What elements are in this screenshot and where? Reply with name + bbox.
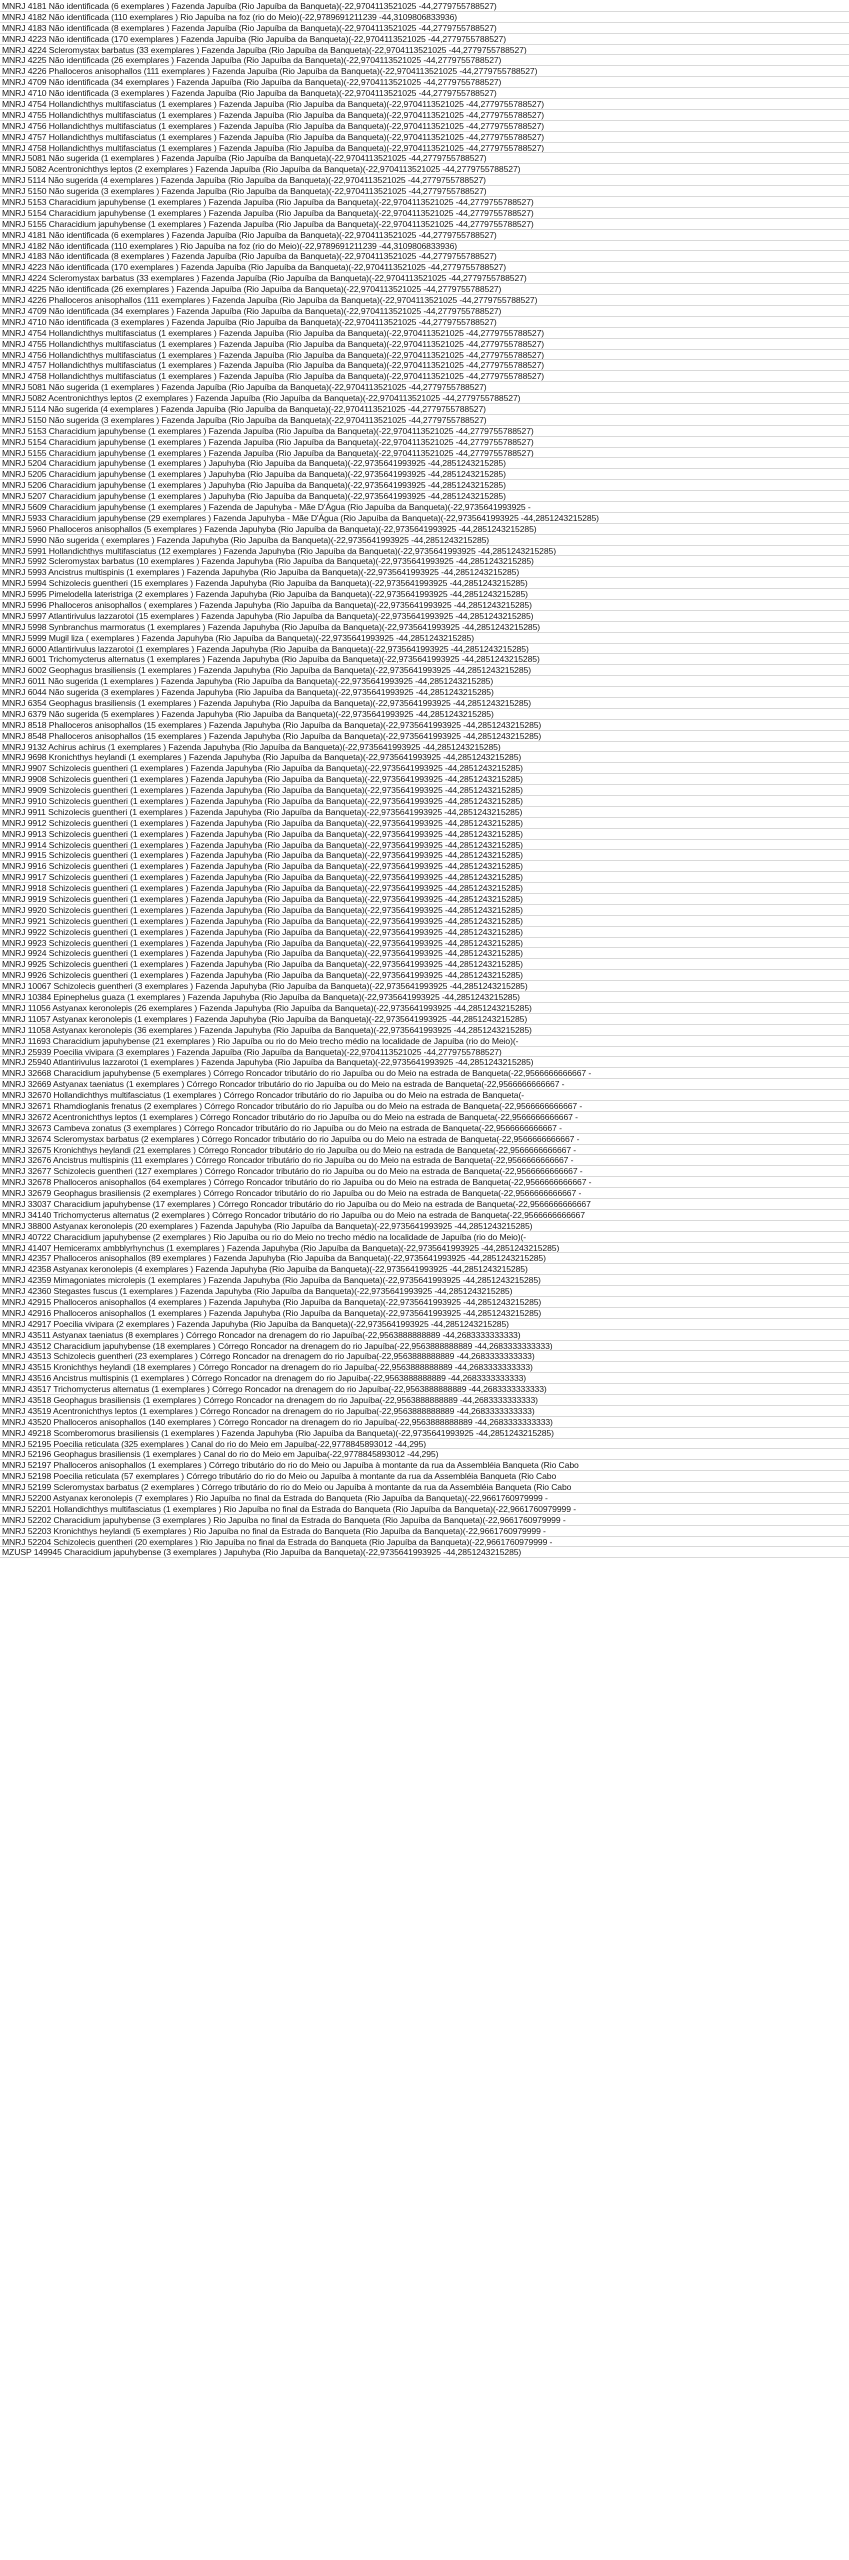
record-row: MNRJ 43517 Trichomycterus alternatus (1 exemplares ) Córrego Roncador na drenagem do rio Japuíba(-22,9563888888889 -44,2683333333333) [0, 1384, 849, 1395]
record-row: MNRJ 5114 Não sugerida (4 exemplares ) Fazenda Japuíba (Rio Japuíba da Banqueta)(-22,9704113521025 -44,2779755788527) [0, 175, 849, 186]
record-row: MNRJ 9924 Schizolecis guentheri (1 exemplares ) Fazenda Japuhyba (Rio Japuíba da Banqueta)(-22,9735641993925 -44,2851243215285) [0, 948, 849, 959]
record-row: MNRJ 5206 Characidium japuhybense (1 exemplares ) Japuhyba (Rio Japuíba da Banqueta)(-22,9735641993925 -44,2851243215285) [0, 480, 849, 491]
record-row: MNRJ 43515 Kronichthys heylandi (18 exemplares ) Córrego Roncador na drenagem do rio Japuíba(-22,9563888888889 -44,2683333333333) [0, 1362, 849, 1373]
record-row: MNRJ 4710 Não identificada (3 exemplares ) Fazenda Japuíba (Rio Japuíba da Banqueta)(-22,9704113521025 -44,2779755788527) [0, 317, 849, 328]
record-row: MNRJ 43518 Geophagus brasiliensis (1 exemplares ) Córrego Roncador na drenagem do rio Japuíba(-22,9563888888889 -44,2683333333333) [0, 1395, 849, 1406]
record-row: MNRJ 40722 Characidium japuhybense (2 exemplares ) Rio Japuíba ou rio do Meio no trecho médio na localidade de Japuíba (rio do Meio)(- [0, 1232, 849, 1243]
record-row: MNRJ 4183 Não identificada (8 exemplares ) Fazenda Japuíba (Rio Japuíba da Banqueta)(-22,9704113521025 -44,2779755788527) [0, 23, 849, 34]
record-row: MNRJ 6000 Atlantirivulus lazzarotoi (1 exemplares ) Fazenda Japuhyba (Rio Japuíba da Banqueta)(-22,9735641993925 -44,2851243215285) [0, 644, 849, 655]
record-row: MNRJ 9923 Schizolecis guentheri (1 exemplares ) Fazenda Japuhyba (Rio Japuíba da Banqueta)(-22,9735641993925 -44,2851243215285) [0, 938, 849, 949]
record-row: MNRJ 42917 Poecilia vivipara (2 exemplares ) Fazenda Japuhyba (Rio Japuíba da Banqueta)(-22,9735641993925 -44,2851243215285) [0, 1319, 849, 1330]
record-row: MNRJ 43513 Schizolecis guentheri (23 exemplares ) Córrego Roncador na drenagem do rio Japuíba(-22,9563888888889 -44,2683333333333) [0, 1351, 849, 1362]
record-row: MNRJ 5153 Characidium japuhybense (1 exemplares ) Fazenda Japuíba (Rio Japuíba da Banqueta)(-22,9704113521025 -44,2779755788527) [0, 197, 849, 208]
record-row: MNRJ 4223 Não identificada (170 exemplares ) Fazenda Japuíba (Rio Japuíba da Banqueta)(-22,9704113521025 -44,2779755788527) [0, 262, 849, 273]
record-row: MNRJ 33037 Characidium japuhybense (17 exemplares ) Córrego Roncador tributário do rio Japuíba ou do Meio na estrada de Banqueta(-22,9566666666667 [0, 1199, 849, 1210]
record-row: MNRJ 9915 Schizolecis guentheri (1 exemplares ) Fazenda Japuhyba (Rio Japuíba da Banqueta)(-22,9735641993925 -44,2851243215285) [0, 850, 849, 861]
record-row: MNRJ 5991 Hollandichthys multifasciatus (12 exemplares ) Fazenda Japuhyba (Rio Japuíba da Banqueta)(-22,9735641993925 -44,2851243215285) [0, 546, 849, 557]
record-row: MNRJ 4709 Não identificada (34 exemplares ) Fazenda Japuíba (Rio Japuíba da Banqueta)(-22,9704113521025 -44,2779755788527) [0, 306, 849, 317]
record-row: MNRJ 6044 Não sugerida (3 exemplares ) Fazenda Japuhyba (Rio Japuíba da Banqueta)(-22,9735641993925 -44,2851243215285) [0, 687, 849, 698]
record-row: MNRJ 41407 Hemiceramx ambblyrhynchus (1 exemplares ) Fazenda Japuhyba (Rio Japuíba da Banqueta)(-22,9735641993925 -44,2851243215285) [0, 1243, 849, 1254]
record-row: MNRJ 32671 Rhamdioglanis frenatus (2 exemplares ) Córrego Roncador tributário do rio Japuíba ou do Meio na estrada de Banqueta(-22,9566666666667 - [0, 1101, 849, 1112]
record-row: MNRJ 34140 Trichomycterus alternatus (2 exemplares ) Córrego Roncador tributário do rio Japuíba ou do Meio na estrada de Banqueta(-22,9566666666667 [0, 1210, 849, 1221]
record-row: MNRJ 6001 Trichomycterus alternatus (1 exemplares ) Fazenda Japuhyba (Rio Japuíba da Banqueta)(-22,9735641993925 -44,2851243215285) [0, 654, 849, 665]
record-row: MNRJ 5994 Schizolecis guentheri (15 exemplares ) Fazenda Japuhyba (Rio Japuíba da Banqueta)(-22,9735641993925 -44,2851243215285) [0, 578, 849, 589]
record-row: MNRJ 6379 Não sugerida (5 exemplares ) Fazenda Japuhyba (Rio Japuíba da Banqueta)(-22,9735641993925 -44,2851243215285) [0, 709, 849, 720]
record-row: MNRJ 9909 Schizolecis guentheri (1 exemplares ) Fazenda Japuhyba (Rio Japuíba da Banqueta)(-22,9735641993925 -44,2851243215285) [0, 785, 849, 796]
record-row: MNRJ 5081 Não sugerida (1 exemplares ) Fazenda Japuíba (Rio Japuíba da Banqueta)(-22,9704113521025 -44,2779755788527) [0, 153, 849, 164]
record-row: MNRJ 52195 Poecilia reticulata (325 exemplares ) Canal do rio do Meio em Japuíba(-22,9778845893012 -44,295) [0, 1439, 849, 1450]
record-row: MNRJ 25939 Poecilia vivipara (3 exemplares ) Fazenda Japuíba (Rio Japuíba da Banqueta)(-22,9704113521025 -44,2779755788527) [0, 1047, 849, 1058]
record-row: MNRJ 6002 Geophagus brasiliensis (1 exemplares ) Fazenda Japuhyba (Rio Japuíba da Banqueta)(-22,9735641993925 -44,2851243215285) [0, 665, 849, 676]
record-row: MNRJ 42357 Phalloceros anisophallos (89 exemplares ) Fazenda Japuhyba (Rio Japuíba da Banqueta)(-22,9735641993925 -44,2851243215285) [0, 1253, 849, 1264]
record-row: MNRJ 4181 Não identificada (6 exemplares ) Fazenda Japuíba (Rio Japuíba da Banqueta)(-22,9704113521025 -44,2779755788527) [0, 1, 849, 12]
record-row: MNRJ 32679 Geophagus brasiliensis (2 exemplares ) Córrego Roncador tributário do rio Japuíba ou do Meio na estrada de Banqueta(-22,9566666666667 - [0, 1188, 849, 1199]
record-row: MNRJ 5155 Characidium japuhybense (1 exemplares ) Fazenda Japuíba (Rio Japuíba da Banqueta)(-22,9704113521025 -44,2779755788527) [0, 219, 849, 230]
record-row: MNRJ 4756 Hollandichthys multifasciatus (1 exemplares ) Fazenda Japuíba (Rio Japuíba da Banqueta)(-22,9704113521025 -44,2779755788527) [0, 121, 849, 132]
record-row: MNRJ 49218 Scomberomorus brasiliensis (1 exemplares ) Fazenda Japuhyba (Rio Japuíba da Banqueta)(-22,9735641993925 -44,2851243215285) [0, 1428, 849, 1439]
record-row: MNRJ 5992 Scleromystax barbatus (10 exemplares ) Fazenda Japuhyba (Rio Japuíba da Banqueta)(-22,9735641993925 -44,2851243215285) [0, 556, 849, 567]
record-row: MNRJ 5990 Não sugerida ( exemplares ) Fazenda Japuhyba (Rio Japuíba da Banqueta)(-22,9735641993925 -44,2851243215285) [0, 535, 849, 546]
record-row: MNRJ 52201 Hollandichthys multifasciatus (1 exemplares ) Rio Japuíba no final da Estrada do Banqueta (Rio Japuíba da Banqueta)(-22,9661760979999 - [0, 1504, 849, 1515]
record-row: MNRJ 32668 Characidium japuhybense (5 exemplares ) Córrego Roncador tributário do rio Japuíba ou do Meio na estrada de Banqueta(-22,9566666666667 - [0, 1068, 849, 1079]
record-row: MNRJ 6011 Não sugerida (1 exemplares ) Fazenda Japuhyba (Rio Japuíba da Banqueta)(-22,9735641993925 -44,2851243215285) [0, 676, 849, 687]
record-row: MNRJ 5996 Phalloceros anisophallos ( exemplares ) Fazenda Japuhyba (Rio Japuíba da Banqueta)(-22,9735641993925 -44,2851243215285) [0, 600, 849, 611]
record-row: MNRJ 4223 Não identificada (170 exemplares ) Fazenda Japuíba (Rio Japuíba da Banqueta)(-22,9704113521025 -44,2779755788527) [0, 34, 849, 45]
record-row: MNRJ 4758 Hollandichthys multifasciatus (1 exemplares ) Fazenda Japuíba (Rio Japuíba da Banqueta)(-22,9704113521025 -44,2779755788527) [0, 371, 849, 382]
record-row: MNRJ 8548 Phalloceros anisophallos (15 exemplares ) Fazenda Japuhyba (Rio Japuíba da Banqueta)(-22,9735641993925 -44,2851243215285) [0, 731, 849, 742]
record-row: MNRJ 32672 Acentronichthys leptos (1 exemplares ) Córrego Roncador tributário do rio Japuíba ou do Meio na estrada de Banqueta(-22,9566666666667 - [0, 1112, 849, 1123]
record-row: MNRJ 10384 Epinephelus guaza (1 exemplares ) Fazenda Japuhyba (Rio Japuíba da Banqueta)(-22,9735641993925 -44,2851243215285) [0, 992, 849, 1003]
record-row: MNRJ 5082 Acentronichthys leptos (2 exemplares ) Fazenda Japuíba (Rio Japuíba da Banqueta)(-22,9704113521025 -44,2779755788527) [0, 164, 849, 175]
record-row: MNRJ 11057 Astyanax keronolepis (1 exemplares ) Fazenda Japuhyba (Rio Japuíba da Banqueta)(-22,9735641993925 -44,2851243215285) [0, 1014, 849, 1025]
record-row: MNRJ 5933 Characidium japuhybense (29 exemplares ) Fazenda Japuhyba - Mãe D'Água (Rio Japuíba da Banqueta)(-22,9735641993925 -44,2851243215285) [0, 513, 849, 524]
record-row: MNRJ 9913 Schizolecis guentheri (1 exemplares ) Fazenda Japuhyba (Rio Japuíba da Banqueta)(-22,9735641993925 -44,2851243215285) [0, 829, 849, 840]
record-row: MNRJ 9921 Schizolecis guentheri (1 exemplares ) Fazenda Japuhyba (Rio Japuíba da Banqueta)(-22,9735641993925 -44,2851243215285) [0, 916, 849, 927]
record-row: MNRJ 43516 Ancistrus multispinis (1 exemplares ) Córrego Roncador na drenagem do rio Japuíba(-22,9563888888889 -44,2683333333333) [0, 1373, 849, 1384]
record-row: MNRJ 4754 Hollandichthys multifasciatus (1 exemplares ) Fazenda Japuíba (Rio Japuíba da Banqueta)(-22,9704113521025 -44,2779755788527) [0, 99, 849, 110]
record-row: MNRJ 32678 Phalloceros anisophallos (64 exemplares ) Córrego Roncador tributário do rio Japuíba ou do Meio na estrada de Banqueta(-22,9566666666667 - [0, 1177, 849, 1188]
record-row: MNRJ 32673 Cambeva zonatus (3 exemplares ) Córrego Roncador tributário do rio Japuíba ou do Meio na estrada de Banqueta(-22,9566666666667 - [0, 1123, 849, 1134]
record-row: MNRJ 5204 Characidium japuhybense (1 exemplares ) Japuhyba (Rio Japuíba da Banqueta)(-22,9735641993925 -44,2851243215285) [0, 458, 849, 469]
record-row: MNRJ 5081 Não sugerida (1 exemplares ) Fazenda Japuíba (Rio Japuíba da Banqueta)(-22,9704113521025 -44,2779755788527) [0, 382, 849, 393]
record-row: MNRJ 4183 Não identificada (8 exemplares ) Fazenda Japuíba (Rio Japuíba da Banqueta)(-22,9704113521025 -44,2779755788527) [0, 251, 849, 262]
record-row: MNRJ 9907 Schizolecis guentheri (1 exemplares ) Fazenda Japuhyba (Rio Japuíba da Banqueta)(-22,9735641993925 -44,2851243215285) [0, 763, 849, 774]
record-row: MNRJ 5155 Characidium japuhybense (1 exemplares ) Fazenda Japuíba (Rio Japuíba da Banqueta)(-22,9704113521025 -44,2779755788527) [0, 448, 849, 459]
record-row: MNRJ 5154 Characidium japuhybense (1 exemplares ) Fazenda Japuíba (Rio Japuíba da Banqueta)(-22,9704113521025 -44,2779755788527) [0, 437, 849, 448]
record-row: MNRJ 4182 Não identificada (110 exemplares ) Rio Japuíba na foz (rio do Meio)(-22,9789691211239 -44,3109806833936) [0, 12, 849, 23]
record-row: MNRJ 42915 Phalloceros anisophallos (4 exemplares ) Fazenda Japuhyba (Rio Japuíba da Banqueta)(-22,9735641993925 -44,2851243215285) [0, 1297, 849, 1308]
record-row: MNRJ 52200 Astyanax keronolepis (7 exemplares ) Rio Japuíba no final da Estrada do Banqueta (Rio Japuíba da Banqueta)(-22,9661760979999 - [0, 1493, 849, 1504]
record-row: MNRJ 5998 Synbranchus marmoratus (1 exemplares ) Fazenda Japuhyba (Rio Japuíba da Banqueta)(-22,9735641993925 -44,2851243215285) [0, 622, 849, 633]
record-row: MNRJ 5995 Pimelodella lateristriga (2 exemplares ) Fazenda Japuhyba (Rio Japuíba da Banqueta)(-22,9735641993925 -44,2851243215285) [0, 589, 849, 600]
record-row: MNRJ 4758 Hollandichthys multifasciatus (1 exemplares ) Fazenda Japuíba (Rio Japuíba da Banqueta)(-22,9704113521025 -44,2779755788527) [0, 143, 849, 154]
record-row: MNRJ 5154 Characidium japuhybense (1 exemplares ) Fazenda Japuíba (Rio Japuíba da Banqueta)(-22,9704113521025 -44,2779755788527) [0, 208, 849, 219]
record-row: MNRJ 5205 Characidium japuhybense (1 exemplares ) Japuhyba (Rio Japuíba da Banqueta)(-22,9735641993925 -44,2851243215285) [0, 469, 849, 480]
record-row: MNRJ 32670 Hollandichthys multifasciatus (1 exemplares ) Córrego Roncador tributário do rio Japuíba ou do Meio na estrada de Banqueta(- [0, 1090, 849, 1101]
record-row: MNRJ 11056 Astyanax keronolepis (26 exemplares ) Fazenda Japuhyba (Rio Japuíba da Banqueta)(-22,9735641993925 -44,2851243215285) [0, 1003, 849, 1014]
record-row: MNRJ 9914 Schizolecis guentheri (1 exemplares ) Fazenda Japuhyba (Rio Japuíba da Banqueta)(-22,9735641993925 -44,2851243215285) [0, 840, 849, 851]
record-row: MNRJ 32676 Ancistrus multispinis (11 exemplares ) Córrego Roncador tributário do rio Japuíba ou do Meio na estrada de Banqueta(-22,9566666666667 - [0, 1155, 849, 1166]
record-row: MNRJ 52199 Scleromystax barbatus (2 exemplares ) Córrego tributário do rio do Meio ou Japuíba à montante da rua da Assembléia Banqueta (Rio Cabo [0, 1482, 849, 1493]
record-row: MNRJ 42359 Mimagoniates microlepis (1 exemplares ) Fazenda Japuhyba (Rio Japuíba da Banqueta)(-22,9735641993925 -44,2851243215285) [0, 1275, 849, 1286]
record-row: MNRJ 52202 Characidium japuhybense (3 exemplares ) Rio Japuíba no final da Estrada do Banqueta (Rio Japuíba da Banqueta)(-22,9661760979999 - [0, 1515, 849, 1526]
record-row: MNRJ 4757 Hollandichthys multifasciatus (1 exemplares ) Fazenda Japuíba (Rio Japuíba da Banqueta)(-22,9704113521025 -44,2779755788527) [0, 132, 849, 143]
record-row: MNRJ 4226 Phalloceros anisophallos (111 exemplares ) Fazenda Japuíba (Rio Japuíba da Banqueta)(-22,9704113521025 -44,2779755788527) [0, 295, 849, 306]
record-row: MNRJ 5114 Não sugerida (4 exemplares ) Fazenda Japuíba (Rio Japuíba da Banqueta)(-22,9704113521025 -44,2779755788527) [0, 404, 849, 415]
record-row: MNRJ 43520 Phalloceros anisophallos (140 exemplares ) Córrego Roncador na drenagem do rio Japuíba(-22,9563888888889 -44,2683333333333) [0, 1417, 849, 1428]
record-row: MNRJ 9917 Schizolecis guentheri (1 exemplares ) Fazenda Japuhyba (Rio Japuíba da Banqueta)(-22,9735641993925 -44,2851243215285) [0, 872, 849, 883]
record-row: MZUSP 149945 Characidium japuhybense (3 exemplares ) Japuhyba (Rio Japuíba da Banqueta)(-22,9735641993925 -44,2851243215285) [0, 1547, 849, 1558]
record-row: MNRJ 4226 Phalloceros anisophallos (111 exemplares ) Fazenda Japuíba (Rio Japuíba da Banqueta)(-22,9704113521025 -44,2779755788527) [0, 66, 849, 77]
record-row: MNRJ 5997 Atlantirivulus lazzarotoi (15 exemplares ) Fazenda Japuhyba (Rio Japuíba da Banqueta)(-22,9735641993925 -44,2851243215285) [0, 611, 849, 622]
record-row: MNRJ 43511 Astyanax taeniatus (8 exemplares ) Córrego Roncador na drenagem do rio Japuíba(-22,9563888888889 -44,2683333333333) [0, 1330, 849, 1341]
record-row: MNRJ 52204 Schizolecis guentheri (20 exemplares ) Rio Japuíba no final da Estrada do Banqueta (Rio Japuíba da Banqueta)(-22,9661760979999 - [0, 1537, 849, 1548]
record-row: MNRJ 8518 Phalloceros anisophallos (15 exemplares ) Fazenda Japuhyba (Rio Japuíba da Banqueta)(-22,9735641993925 -44,2851243215285) [0, 720, 849, 731]
record-row: MNRJ 9922 Schizolecis guentheri (1 exemplares ) Fazenda Japuhyba (Rio Japuíba da Banqueta)(-22,9735641993925 -44,2851243215285) [0, 927, 849, 938]
record-row: MNRJ 9698 Kronichthys heylandi (1 exemplares ) Fazenda Japuhyba (Rio Japuíba da Banqueta)(-22,9735641993925 -44,2851243215285) [0, 752, 849, 763]
record-row: MNRJ 10067 Schizolecis guentheri (3 exemplares ) Fazenda Japuhyba (Rio Japuíba da Banqueta)(-22,9735641993925 -44,2851243215285) [0, 981, 849, 992]
record-row: MNRJ 5153 Characidium japuhybense (1 exemplares ) Fazenda Japuíba (Rio Japuíba da Banqueta)(-22,9704113521025 -44,2779755788527) [0, 426, 849, 437]
record-row: MNRJ 5150 Não sugerida (3 exemplares ) Fazenda Japuíba (Rio Japuíba da Banqueta)(-22,9704113521025 -44,2779755788527) [0, 186, 849, 197]
record-row: MNRJ 4224 Scleromystax barbatus (33 exemplares ) Fazenda Japuíba (Rio Japuíba da Banqueta)(-22,9704113521025 -44,2779755788527) [0, 45, 849, 56]
record-row: MNRJ 32674 Scleromystax barbatus (2 exemplares ) Córrego Roncador tributário do rio Japuíba ou do Meio na estrada de Banqueta(-22,9566666666667 - [0, 1134, 849, 1145]
record-row: MNRJ 52196 Geophagus brasiliensis (1 exemplares ) Canal do rio do Meio em Japuíba(-22,9778845893012 -44,295) [0, 1449, 849, 1460]
record-row: MNRJ 9920 Schizolecis guentheri (1 exemplares ) Fazenda Japuhyba (Rio Japuíba da Banqueta)(-22,9735641993925 -44,2851243215285) [0, 905, 849, 916]
record-row: MNRJ 9916 Schizolecis guentheri (1 exemplares ) Fazenda Japuhyba (Rio Japuíba da Banqueta)(-22,9735641993925 -44,2851243215285) [0, 861, 849, 872]
record-row: MNRJ 9132 Achirus achirus (1 exemplares ) Fazenda Japuhyba (Rio Japuíba da Banqueta)(-22,9735641993925 -44,2851243215285) [0, 742, 849, 753]
record-row: MNRJ 4755 Hollandichthys multifasciatus (1 exemplares ) Fazenda Japuíba (Rio Japuíba da Banqueta)(-22,9704113521025 -44,2779755788527) [0, 339, 849, 350]
record-row: MNRJ 4755 Hollandichthys multifasciatus (1 exemplares ) Fazenda Japuíba (Rio Japuíba da Banqueta)(-22,9704113521025 -44,2779755788527) [0, 110, 849, 121]
record-row: MNRJ 9918 Schizolecis guentheri (1 exemplares ) Fazenda Japuhyba (Rio Japuíba da Banqueta)(-22,9735641993925 -44,2851243215285) [0, 883, 849, 894]
record-row: MNRJ 42358 Astyanax keronolepis (4 exemplares ) Fazenda Japuhyba (Rio Japuíba da Banqueta)(-22,9735641993925 -44,2851243215285) [0, 1264, 849, 1275]
record-row: MNRJ 9911 Schizolecis guentheri (1 exemplares ) Fazenda Japuhyba (Rio Japuíba da Banqueta)(-22,9735641993925 -44,2851243215285) [0, 807, 849, 818]
record-row: MNRJ 4709 Não identificada (34 exemplares ) Fazenda Japuíba (Rio Japuíba da Banqueta)(-22,9704113521025 -44,2779755788527) [0, 77, 849, 88]
record-row: MNRJ 4181 Não identificada (6 exemplares ) Fazenda Japuíba (Rio Japuíba da Banqueta)(-22,9704113521025 -44,2779755788527) [0, 230, 849, 241]
record-row: MNRJ 42916 Phalloceros anisophallos (1 exemplares ) Fazenda Japuhyba (Rio Japuíba da Banqueta)(-22,9735641993925 -44,2851243215285) [0, 1308, 849, 1319]
record-row: MNRJ 32675 Kronichthys heylandi (21 exemplares ) Córrego Roncador tributário do rio Japuíba ou do Meio na estrada de Banqueta(-22,9566666666667 - [0, 1145, 849, 1156]
record-row: MNRJ 4757 Hollandichthys multifasciatus (1 exemplares ) Fazenda Japuíba (Rio Japuíba da Banqueta)(-22,9704113521025 -44,2779755788527) [0, 360, 849, 371]
record-row: MNRJ 52197 Phalloceros anisophallos (1 exemplares ) Córrego tributário do rio do Meio ou Japuíba à montante da rua da Assembléia Banqueta (Rio Cabo [0, 1460, 849, 1471]
record-row: MNRJ 9908 Schizolecis guentheri (1 exemplares ) Fazenda Japuhyba (Rio Japuíba da Banqueta)(-22,9735641993925 -44,2851243215285) [0, 774, 849, 785]
record-row: MNRJ 9925 Schizolecis guentheri (1 exemplares ) Fazenda Japuhyba (Rio Japuíba da Banqueta)(-22,9735641993925 -44,2851243215285) [0, 959, 849, 970]
record-row: MNRJ 4182 Não identificada (110 exemplares ) Rio Japuíba na foz (rio do Meio)(-22,9789691211239 -44,3109806833936) [0, 241, 849, 252]
record-row: MNRJ 43512 Characidium japuhybense (18 exemplares ) Córrego Roncador na drenagem do rio Japuíba(-22,9563888888889 -44,2683333333333) [0, 1341, 849, 1352]
record-row: MNRJ 4225 Não identificada (26 exemplares ) Fazenda Japuíba (Rio Japuíba da Banqueta)(-22,9704113521025 -44,2779755788527) [0, 284, 849, 295]
record-row: MNRJ 4754 Hollandichthys multifasciatus (1 exemplares ) Fazenda Japuíba (Rio Japuíba da Banqueta)(-22,9704113521025 -44,2779755788527) [0, 328, 849, 339]
record-row: MNRJ 52198 Poecilia reticulata (57 exemplares ) Córrego tributário do rio do Meio ou Japuíba à montante da rua da Assembléia Banqueta (Rio Cabo [0, 1471, 849, 1482]
record-row: MNRJ 4225 Não identificada (26 exemplares ) Fazenda Japuíba (Rio Japuíba da Banqueta)(-22,9704113521025 -44,2779755788527) [0, 55, 849, 66]
record-row: MNRJ 5150 Não sugerida (3 exemplares ) Fazenda Japuíba (Rio Japuíba da Banqueta)(-22,9704113521025 -44,2779755788527) [0, 415, 849, 426]
record-row: MNRJ 4756 Hollandichthys multifasciatus (1 exemplares ) Fazenda Japuíba (Rio Japuíba da Banqueta)(-22,9704113521025 -44,2779755788527) [0, 350, 849, 361]
record-row: MNRJ 5207 Characidium japuhybense (1 exemplares ) Japuhyba (Rio Japuíba da Banqueta)(-22,9735641993925 -44,2851243215285) [0, 491, 849, 502]
record-row: MNRJ 11058 Astyanax keronolepis (36 exemplares ) Fazenda Japuhyba (Rio Japuíba da Banqueta)(-22,9735641993925 -44,2851243215285) [0, 1025, 849, 1036]
record-row: MNRJ 5609 Characidium japuhybense (1 exemplares ) Fazenda de Japuhyba - Mãe D'Água (Rio Japuíba da Banqueta)(-22,9735641993925 - [0, 502, 849, 513]
record-row: MNRJ 5960 Phalloceros anisophallos (5 exemplares ) Fazenda Japuhyba (Rio Japuíba da Banqueta)(-22,9735641993925 -44,2851243215285) [0, 524, 849, 535]
record-row: MNRJ 38800 Astyanax keronolepis (20 exemplares ) Fazenda Japuhyba (Rio Japuíba da Banqueta)(-22,9735641993925 -44,2851243215285) [0, 1221, 849, 1232]
record-row: MNRJ 6354 Geophagus brasiliensis (1 exemplares ) Fazenda Japuhyba (Rio Japuíba da Banqueta)(-22,9735641993925 -44,2851243215285) [0, 698, 849, 709]
record-row: MNRJ 9926 Schizolecis guentheri (1 exemplares ) Fazenda Japuhyba (Rio Japuíba da Banqueta)(-22,9735641993925 -44,2851243215285) [0, 970, 849, 981]
record-row: MNRJ 4710 Não identificada (3 exemplares ) Fazenda Japuíba (Rio Japuíba da Banqueta)(-22,9704113521025 -44,2779755788527) [0, 88, 849, 99]
record-row: MNRJ 9919 Schizolecis guentheri (1 exemplares ) Fazenda Japuhyba (Rio Japuíba da Banqueta)(-22,9735641993925 -44,2851243215285) [0, 894, 849, 905]
record-row: MNRJ 5993 Ancistrus multispinis (1 exemplares ) Fazenda Japuhyba (Rio Japuíba da Banqueta)(-22,9735641993925 -44,2851243215285) [0, 567, 849, 578]
record-row: MNRJ 5999 Mugil liza ( exemplares ) Fazenda Japuhyba (Rio Japuíba da Banqueta)(-22,9735641993925 -44,2851243215285) [0, 633, 849, 644]
record-row: MNRJ 4224 Scleromystax barbatus (33 exemplares ) Fazenda Japuíba (Rio Japuíba da Banqueta)(-22,9704113521025 -44,2779755788527) [0, 273, 849, 284]
record-row: MNRJ 11693 Characidium japuhybense (21 exemplares ) Rio Japuíba ou rio do Meio trecho médio na localidade de Japuíba (rio do Meio)(- [0, 1036, 849, 1047]
record-row: MNRJ 9910 Schizolecis guentheri (1 exemplares ) Fazenda Japuhyba (Rio Japuíba da Banqueta)(-22,9735641993925 -44,2851243215285) [0, 796, 849, 807]
record-row: MNRJ 43519 Acentronichthys leptos (1 exemplares ) Córrego Roncador na drenagem do rio Japuíba(-22,9563888888889 -44,2683333333333) [0, 1406, 849, 1417]
record-row: MNRJ 32669 Astyanax taeniatus (1 exemplares ) Córrego Roncador tributário do rio Japuíba ou do Meio na estrada de Banqueta(-22,9566666666667 - [0, 1079, 849, 1090]
record-row: MNRJ 9912 Schizolecis guentheri (1 exemplares ) Fazenda Japuhyba (Rio Japuíba da Banqueta)(-22,9735641993925 -44,2851243215285) [0, 818, 849, 829]
record-row: MNRJ 42360 Stegastes fuscus (1 exemplares ) Fazenda Japuhyba (Rio Japuíba da Banqueta)(-22,9735641993925 -44,2851243215285) [0, 1286, 849, 1297]
record-row: MNRJ 32677 Schizolecis guentheri (127 exemplares ) Córrego Roncador tributário do rio Japuíba ou do Meio na estrada de Banqueta(-22,9566666666667 - [0, 1166, 849, 1177]
record-row: MNRJ 52203 Kronichthys heylandi (5 exemplares ) Rio Japuíba no final da Estrada do Banqueta (Rio Japuíba da Banqueta)(-22,9661760979999 - [0, 1526, 849, 1537]
record-row: MNRJ 25940 Atlantirivulus lazzarotoi (1 exemplares ) Fazenda Japuhyba (Rio Japuíba da Banqueta)(-22,9735641993925 -44,2851243215285) [0, 1057, 849, 1068]
record-row: MNRJ 5082 Acentronichthys leptos (2 exemplares ) Fazenda Japuíba (Rio Japuíba da Banqueta)(-22,9704113521025 -44,2779755788527) [0, 393, 849, 404]
